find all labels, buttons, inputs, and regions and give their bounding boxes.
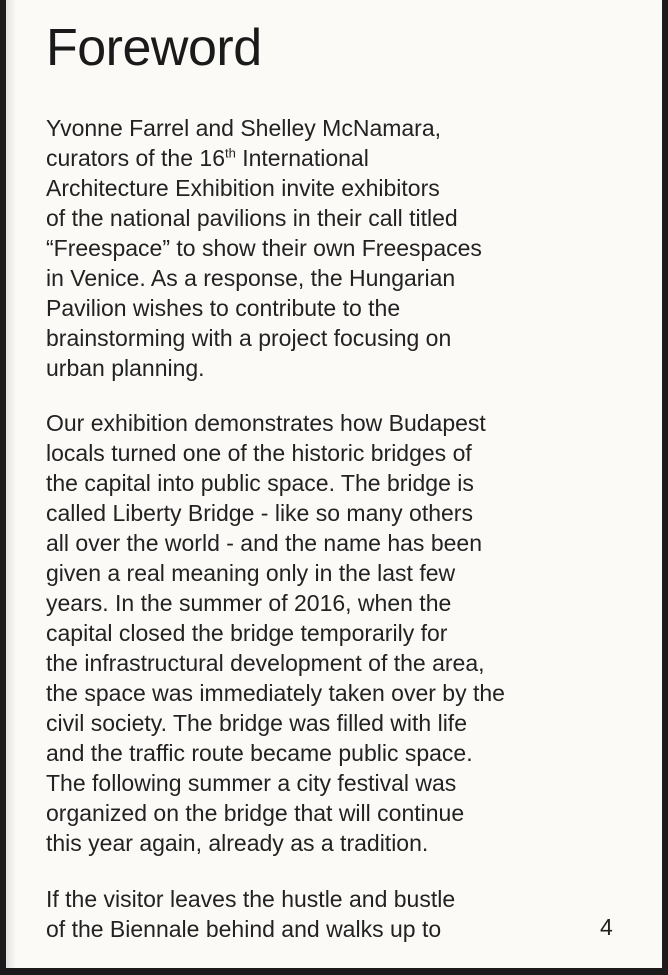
text-line: brainstorming with a project focusing on (46, 325, 452, 351)
page-number: 4 (600, 914, 613, 940)
document-page (6, 0, 662, 968)
text-line: the space was immediately taken over by the (46, 680, 505, 706)
paragraph-intro (46, 113, 482, 383)
text-line: civil society. The bridge was filled with life (46, 710, 467, 736)
text-line: the infrastructural development of the area, (46, 650, 485, 676)
paragraph-visitor (46, 884, 455, 944)
ordinal-superscript: th (225, 145, 236, 161)
text-line: and the traffic route became public space. (46, 740, 473, 766)
text-line: years. In the summer of 2016, when the (46, 590, 452, 616)
text-line: called Liberty Bridge - like so many others (46, 500, 473, 526)
text-line: The following summer a city festival was (46, 770, 457, 796)
text-line: all over the world - and the name has been (46, 530, 482, 556)
text-line: given a real meaning only in the last few (46, 560, 456, 586)
text-line: Architecture Exhibition invite exhibitors (46, 175, 440, 201)
text-line: of the Biennale behind and walks up to (46, 916, 442, 942)
paragraph-exhibition (46, 408, 505, 858)
text-line: this year again, already as a tradition. (46, 830, 429, 856)
text-line: urban planning. (46, 355, 205, 381)
text-line (46, 143, 482, 173)
text-line: locals turned one of the historic bridges of (46, 440, 472, 466)
text-segment: curators of the 16 (46, 145, 225, 171)
text-line: capital closed the bridge temporarily for (46, 620, 448, 646)
text-line: If the visitor leaves the hustle and bustle (46, 886, 456, 912)
page-edge-shadow (6, 0, 16, 968)
text-segment: International (235, 145, 369, 171)
text-line: “Freespace” to show their own Freespaces (46, 235, 482, 261)
text-line: Pavilion wishes to contribute to the (46, 295, 401, 321)
text-line: of the national pavilions in their call titled (46, 205, 458, 231)
page-title: Foreword (46, 19, 262, 77)
text-line: Yvonne Farrel and Shelley McNamara, (46, 115, 442, 141)
text-line: Our exhibition demonstrates how Budapest (46, 410, 486, 436)
text-line: the capital into public space. The bridge is (46, 470, 474, 496)
text-line: organized on the bridge that will continue (46, 800, 465, 826)
text-line: in Venice. As a response, the Hungarian (46, 265, 456, 291)
